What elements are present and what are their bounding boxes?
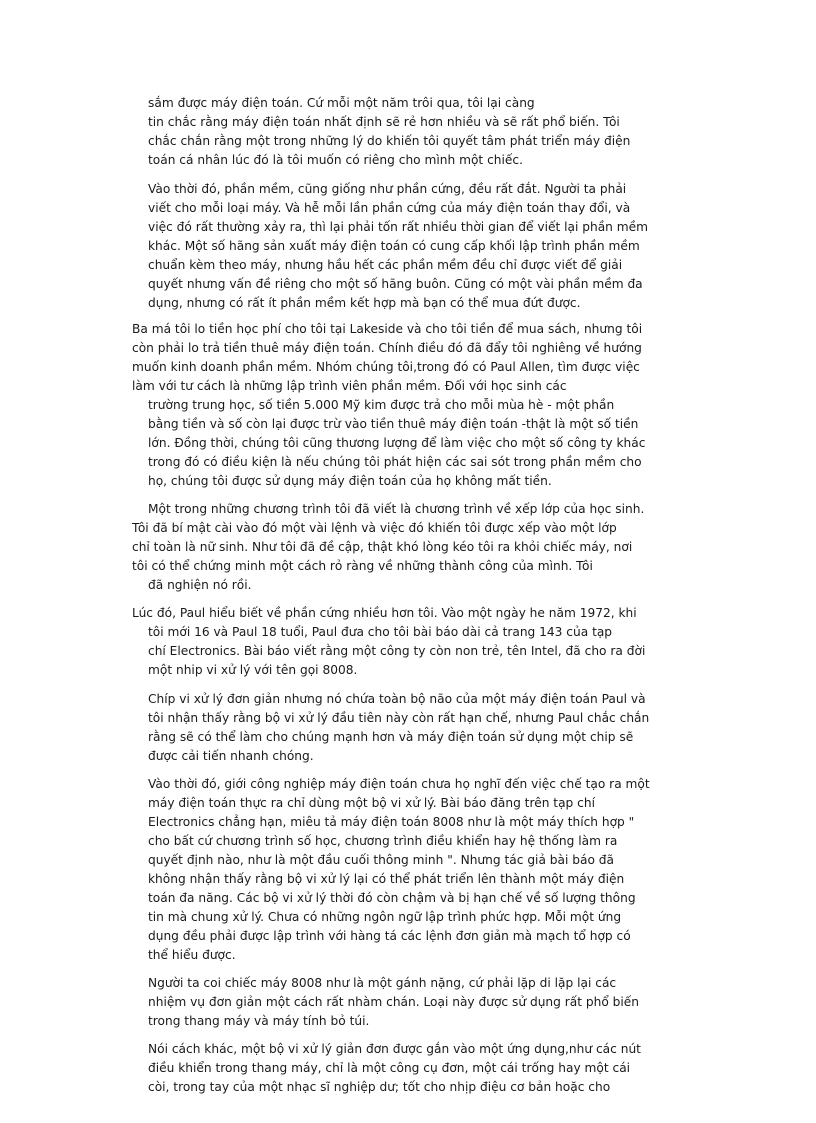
text-line: còn phải lo trả tiền thuê máy điện toán. Chính điều đó đã đẩy tôi nghiêng về hướng bbox=[132, 341, 642, 355]
text-line: trong thang máy và máy tính bỏ túi. bbox=[148, 1014, 370, 1028]
text-line: bằng tiền và số còn lại được trừ vào tiền thuê máy điện toán -thật là một số tiền bbox=[148, 417, 639, 431]
text-line: làm với tư cách là những lập trình viên phần mềm. Đối với học sinh các bbox=[132, 379, 567, 393]
text-line: tôi có thể chứng minh một cách rỏ ràng về những thành công của mình. Tôi bbox=[132, 559, 593, 573]
text-line: chuẩn kèm theo máy, nhưng hầu hết các phần mềm đều chỉ được viết để giải bbox=[148, 258, 623, 272]
text-line: đã nghiện nó rồi. bbox=[148, 578, 252, 592]
text-line: còi, trong tay của một nhạc sĩ nghiệp dư; tốt cho nhịp điệu cơ bản hoặc cho bbox=[148, 1080, 611, 1094]
text-line: chí Electronics. Bài báo viết rằng một công ty còn non trẻ, tên Intel, đã cho ra đời bbox=[148, 644, 646, 658]
text-line: Electronics chẳng hạn, miêu tả máy điện toán 8008 như là một máy thích hợp " bbox=[148, 815, 635, 829]
text-line: điều khiển trong thang máy, chỉ là một công cụ đơn, một cái trống hay một cái bbox=[148, 1061, 631, 1075]
text-line: toán đa năng. Các bộ vi xử lý thời đó còn chậm và bị hạn chế về số lượng thông bbox=[148, 891, 636, 905]
text-line: sắm được máy điện toán. Cứ mỗi một năm trôi qua, tôi lại càng bbox=[148, 96, 535, 110]
text-line: Lúc đó, Paul hiểu biết về phần cứng nhiều hơn tôi. Vào một ngày he năm 1972, khi bbox=[132, 606, 637, 620]
text-line: không nhận thấy rằng bộ vi xử lý lại có thể phát triển lên thành một máy điện bbox=[148, 872, 625, 886]
text-line: viết cho mỗi loại máy. Và hễ mỗi lần phần cứng của máy điện toán thay đổi, và bbox=[148, 201, 631, 215]
text-line: muốn kinh doanh phần mềm. Nhóm chúng tôi,trong đó có Paul Allen, tìm được việc bbox=[132, 360, 640, 374]
text-line: quyết định nào, như là một đầu cuối thông minh ". Nhưng tác giả bài báo đã bbox=[148, 853, 614, 867]
text-line: Vào thời đó, phần mềm, cũng giống như phần cứng, đều rất đắt. Người ta phải bbox=[148, 182, 627, 196]
text-line: chỉ toàn là nữ sinh. Như tôi đã đề cập, thật khó lòng kéo tôi ra khỏi chiếc máy, nơi bbox=[132, 540, 633, 554]
text-line: trường trung học, số tiền 5.000 Mỹ kim được trả cho mỗi mùa hè - một phần bbox=[148, 398, 615, 412]
text-line: nhiệm vụ đơn giản một cách rất nhàm chán. Loại này được sử dụng rất phổ biến bbox=[148, 995, 640, 1009]
text-line: được cải tiến nhanh chóng. bbox=[148, 749, 314, 763]
text-line: Nói cách khác, một bộ vi xử lý giản đơn được gắn vào một ứng dụng,như các nút bbox=[148, 1042, 641, 1056]
text-line: tôi mới 16 và Paul 18 tuổi, Paul đưa cho tôi bài báo dài cả trang 143 của tạp bbox=[148, 625, 613, 639]
text-line: Ba má tôi lo tiền học phí cho tôi tại Lakeside và cho tôi tiền để mua sách, nhưng tôi bbox=[132, 322, 643, 336]
text-line: toán cá nhân lúc đó là tôi muốn có riêng cho mình một chiếc. bbox=[148, 153, 523, 167]
text-line: chắc chắn rằng một trong những lý do khiến tôi quyết tâm phát triển máy điện bbox=[148, 134, 631, 148]
text-line: một nhip vi xử lý với tên gọi 8008. bbox=[148, 663, 358, 677]
text-line: dụng đều phải được lập trình với hàng tá các lệnh đơn giản mà mạch tổ hợp có bbox=[148, 929, 631, 943]
text-line: tin chắc rằng máy điện toán nhất định sẽ rẻ hơn nhiều và sẽ rất phổ biến. Tôi bbox=[148, 115, 620, 129]
text-line: Chíp vi xử lý đơn giản nhưng nó chứa toàn bộ não của một máy điện toán Paul và bbox=[148, 692, 646, 706]
text-line: Một trong những chương trình tôi đã viết là chương trình về xếp lớp của học sinh. bbox=[148, 502, 645, 516]
text-line: tin mà chung xử lý. Chưa có những ngôn ngữ lập trình phức hợp. Mỗi một ứng bbox=[148, 910, 622, 924]
text-line: Tôi đã bí mật cài vào đó một vài lệnh và việc đó khiến tôi được xếp vào một lớp bbox=[132, 521, 617, 535]
text-line: Người ta coi chiếc máy 8008 như là một gánh nặng, cứ phải lặp di lặp lại các bbox=[148, 976, 617, 990]
text-line: tôi nhận thấy rằng bộ vi xử lý đầu tiên này còn rất hạn chế, nhưng Paul chắc chắn bbox=[148, 711, 650, 725]
text-line: họ, chúng tôi được sử dụng máy điện toán của họ không mất tiền. bbox=[148, 474, 552, 488]
text-line: máy điện toán thực ra chỉ dùng một bộ vi xử lý. Bài báo đăng trên tạp chí bbox=[148, 796, 595, 810]
text-line: cho bất cứ chương trình số học, chương trình điều khiển hay hệ thống làm ra bbox=[148, 834, 618, 848]
text-line: dụng, nhưng có rất ít phần mềm kết hợp mà bạn có thể mua đứt được. bbox=[148, 296, 581, 310]
text-line: trong đó có điều kiện là nếu chúng tôi phát hiện các sai sót trong phần mềm cho bbox=[148, 455, 642, 469]
text-line: khác. Một số hãng sản xuất máy điện toán có cung cấp khối lập trình phần mềm bbox=[148, 239, 640, 253]
text-line: lớn. Đồng thời, chúng tôi cũng thương lượng để làm việc cho một số công ty khác bbox=[148, 436, 646, 450]
text-line: thể hiểu được. bbox=[148, 948, 236, 962]
text-line: Vào thời đó, giới công nghiệp máy điện toán chưa họ nghĩ đến việc chế tạo ra một bbox=[148, 777, 650, 791]
text-line: rằng sẽ có thể làm cho chúng mạnh hơn và máy điện toán sử dụng một chip sẽ bbox=[148, 730, 634, 744]
text-line: việc đó rất thường xảy ra, thì lại phải tốn rất nhiều thời gian để viết lại phần mềm bbox=[148, 220, 648, 234]
text-line: quyết nhưng vấn đề riêng cho một số hãng buôn. Cũng có một vài phần mềm đa bbox=[148, 277, 643, 291]
